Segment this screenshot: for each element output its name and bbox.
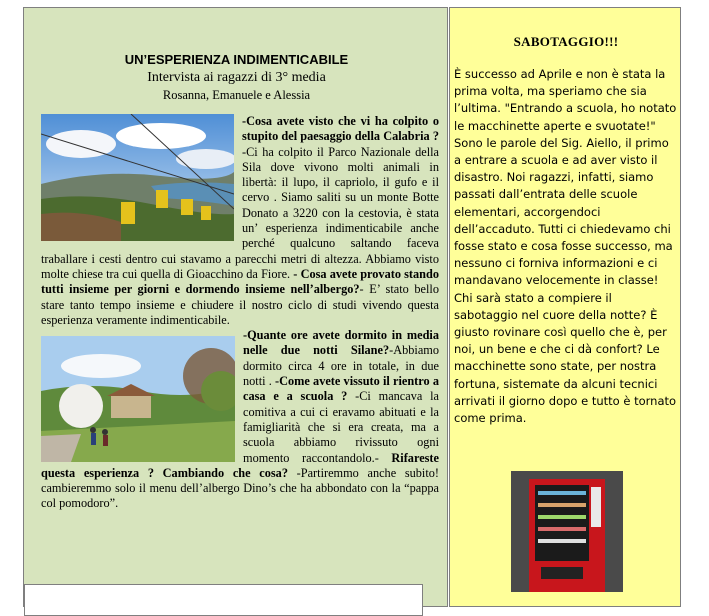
park-photo [41,336,235,462]
article-authors: Rosanna, Emanuele e Alessia [162,88,311,102]
question-4: -Come avete vissuto il rientro a casa e a scuola ? [243,374,439,404]
article-body [41,114,439,512]
sabotage-column [449,7,681,607]
answer-5: -Partiremmo anche subito! cambieremmo solo il menu dell’albergo Dino’s che ha abbondato con la “pappa col pomodoro”. [41,465,440,511]
chairlift-photo [41,114,234,241]
question-3: -Quante ore avete dormito in media nelle due notti Silane? [243,328,439,358]
question-2: - Cosa avete provato stando tutti insieme per giorni e dormendo insieme nell’albergo? [41,266,440,297]
sabotage-text: È successo ad Aprile e non è stata la prima volta, ma speriamo che sia l’ultima. "Entrando a scuola, ho notato le macchinette aperte e svuotate!" Sono le parole del Sig. Aiello, il primo a entrare a scuola e ad aver visto il disastro. Noi ragazzi, infatti, siamo passati dall’entrata delle scuole elementari, accorgendoci dell’accaduto. Tutti ci chiedevamo chi fosse stato e cosa fosse successo, ma nessuno ci forniva informazioni e ci mandavano velocemente in classe! Chi sarà stato a compiere il sabotaggio nel cuore della notte? È giusto rovinare così quello che è, per noi, un bene e che ci dà confort? Le macchinette sono state, per nostra fortuna, sistemate da alcuni tecnici arrivati il giorno dopo e tutto è tornato come prima. [454,67,677,426]
article-subtitle: Intervista ai ragazzi di 3° media [147,70,326,85]
next-article-box [24,584,423,616]
question-5: Rifareste questa esperienza ? Cambiando che cosa? [41,450,439,480]
question-1: -Cosa avete visto che vi ha colpito o stupito del paesaggio della Calabria ? [242,114,439,144]
sabotage-title: SABOTAGGIO!!! [513,34,619,49]
vending-machine-photo [511,471,623,592]
interview-column [23,7,448,607]
answer-2: - E’ stato bello stare tanto tempo insieme e chiudere il nostro ciclo di studi vivendo questa esperienza veramente indimenticabile. [41,282,439,327]
article-title: UN’ESPERIENZA INDIMENTICABILE [124,52,349,67]
answer-4: -Ci mancava la comitiva a cui ci eravamo abituati e la famigliarità che si era creata, ma a scuola abbiamo rivissuto ogni momento raccontandolo.- [243,389,439,465]
answer-3: -Abbiamo dormito circa 4 ore in totale, in due notti . [243,343,439,389]
answer-1: -Ci ha colpito il Parco Nazionale della Sila dove vivono molti animali in libertà: il lupo, il capriolo, il gufo e il cervo . Siamo saliti su un monte Botte Donato a 3220 con la cestovia, è stata un’ esperienza indimenticabile anche perché qualcuno saltando faceva traballare i cesti dentro cui stavamo a parecchi metri di altezza. Abbiamo visto molte chiese tra cui quella di Gioacchino da Fiore. [41,144,439,281]
